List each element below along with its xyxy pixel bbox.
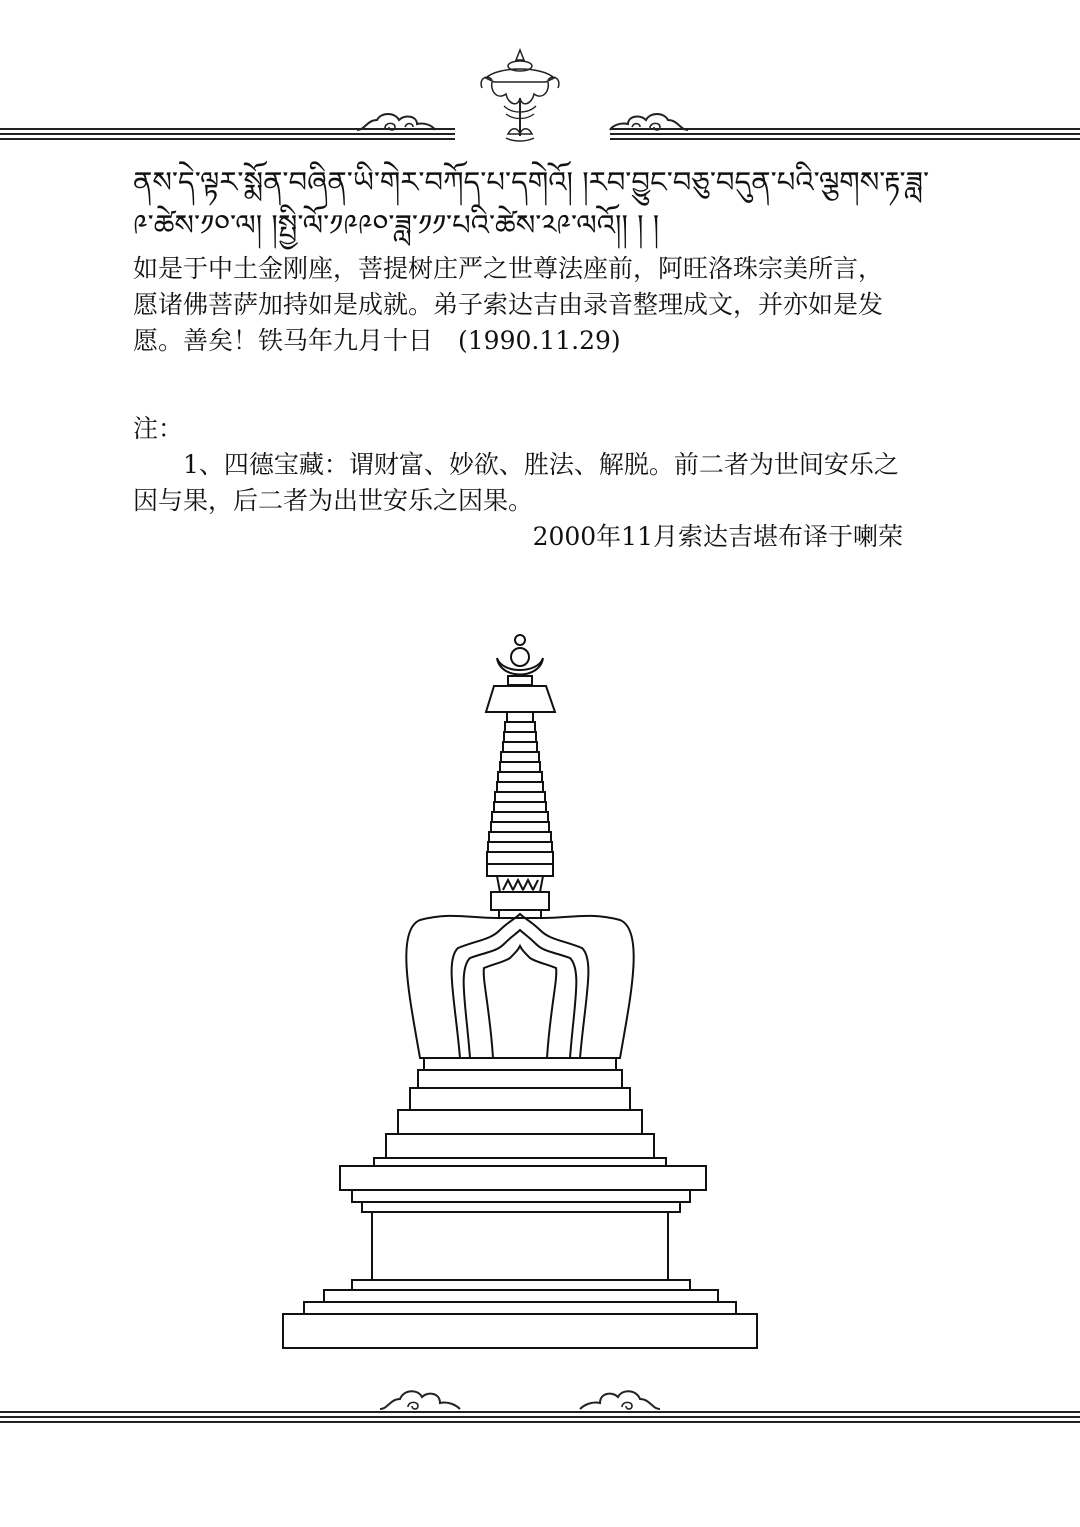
translator-signature: 2000年11月索达吉堪布译于喇荣 bbox=[532, 522, 903, 551]
cloud-ornament-icon bbox=[378, 1385, 462, 1413]
notes-heading: 注： bbox=[133, 414, 184, 443]
tibetan-colophon-line-1: ནས་དེ་ལྟར་སྨོན་བཞིན་ཡི་གེར་བཀོད་པ་དགེའོ། །རབ་བྱུང་བཅུ་བདུན་པའི་ལྕགས་རྟ་ཟླ་ bbox=[133, 165, 930, 199]
tibetan-colophon-line-2: ༩་ཚེས་༡༠་ལ། །སྤྱི་ལོ་༡༩༩༠་ཟླ་༡༡་པའི་ཚེས་༢༩་ལའོ།། ། ། bbox=[133, 208, 660, 242]
cloud-ornament-icon bbox=[578, 1385, 662, 1413]
note-item-1: 1、四德宝藏：谓财富、妙欲、胜法、解脱。前二者为世间安乐之因与果，后二者为出世安乐之因果。 bbox=[133, 450, 899, 515]
colophon-text: 如是于中土金刚座，菩提树庄严之世尊法座前，阿旺洛珠宗美所言，愿诸佛菩萨加持如是成就。弟子索达吉由录音整理成文，并亦如是发愿。善矣！铁马年九月十日 (1990.11.29) bbox=[133, 254, 884, 355]
